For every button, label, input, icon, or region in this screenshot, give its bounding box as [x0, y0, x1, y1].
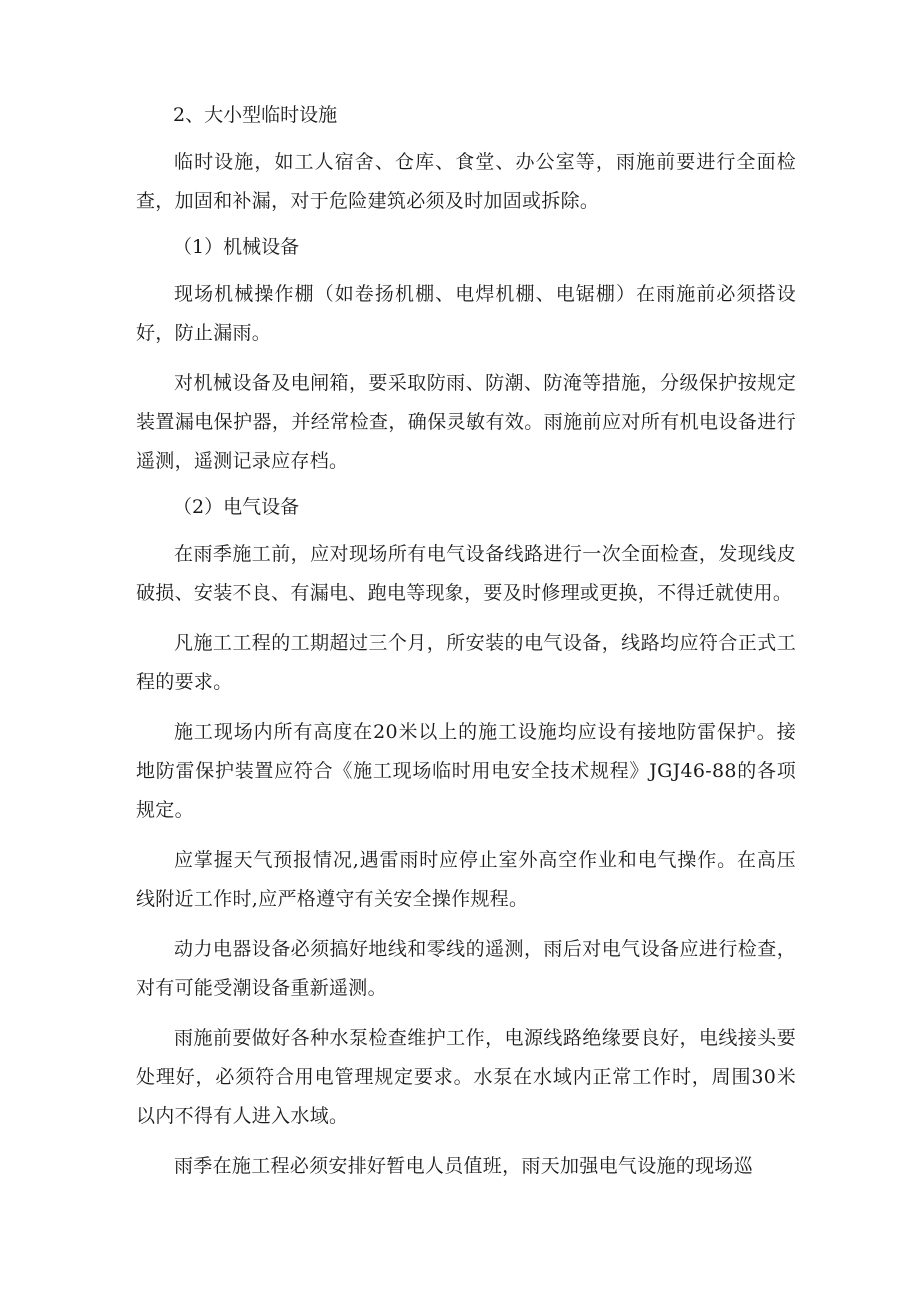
machinery-paragraph-2: 对机械设备及电闸箱，要采取防雨、防潮、防淹等措施，分级保护按规定装置漏电保护器，并经常检查，确保灵敏有效。雨施前应对所有机电设备进行遥测，遥测记录应存档。	[136, 372, 796, 472]
electrical-paragraph-3: 施工现场内所有高度在20米以上的施工设施均应设有接地防雷保护。接地防雷保护装置应符合《施工现场临时用电安全技术规程》JGJ46-88的各项规定。	[136, 721, 796, 821]
electrical-paragraph-5: 动力电器设备必须搞好地线和零线的遥测，雨后对电气设备应进行检查，对有可能受潮设备重新遥测。	[136, 938, 796, 999]
section-title: 2、大小型临时设施	[173, 104, 338, 126]
electrical-paragraph-7: 雨季在施工程必须安排好暂电人员值班，雨天加强电气设施的现场巡	[174, 1155, 754, 1177]
section-intro-paragraph: 临时设施，如工人宿舍、仓库、食堂、办公室等，雨施前要进行全面检查，加固和补漏，对于危险建筑必须及时加固或拆除。	[136, 151, 796, 212]
machinery-heading: （1）机械设备	[173, 236, 300, 258]
electrical-paragraph-1: 在雨季施工前，应对现场所有电气设备线路进行一次全面检查，发现线皮破损、安装不良、有漏电、跑电等现象，要及时修理或更换，不得迁就使用。	[136, 543, 796, 604]
electrical-paragraph-4: 应掌握天气预报情况,遇雷雨时应停止室外高空作业和电气操作。在高压线附近工作时,应严格遵守有关安全操作规程。	[136, 849, 796, 910]
electrical-heading: （2）电气设备	[173, 496, 300, 518]
document-page	[136, 100, 796, 1197]
electrical-paragraph-2: 凡施工工程的工期超过三个月，所安装的电气设备，线路均应符合正式工程的要求。	[136, 632, 796, 693]
machinery-paragraph-1: 现场机械操作棚（如卷扬机棚、电焊机棚、电锯棚）在雨施前必须搭设好，防止漏雨。	[136, 283, 796, 344]
electrical-paragraph-6: 雨施前要做好各种水泵检查维护工作，电源线路绝缘要良好，电线接头要处理好，必须符合用电管理规定要求。水泵在水域内正常工作时，周围30米以内不得有人进入水域。	[136, 1027, 796, 1127]
